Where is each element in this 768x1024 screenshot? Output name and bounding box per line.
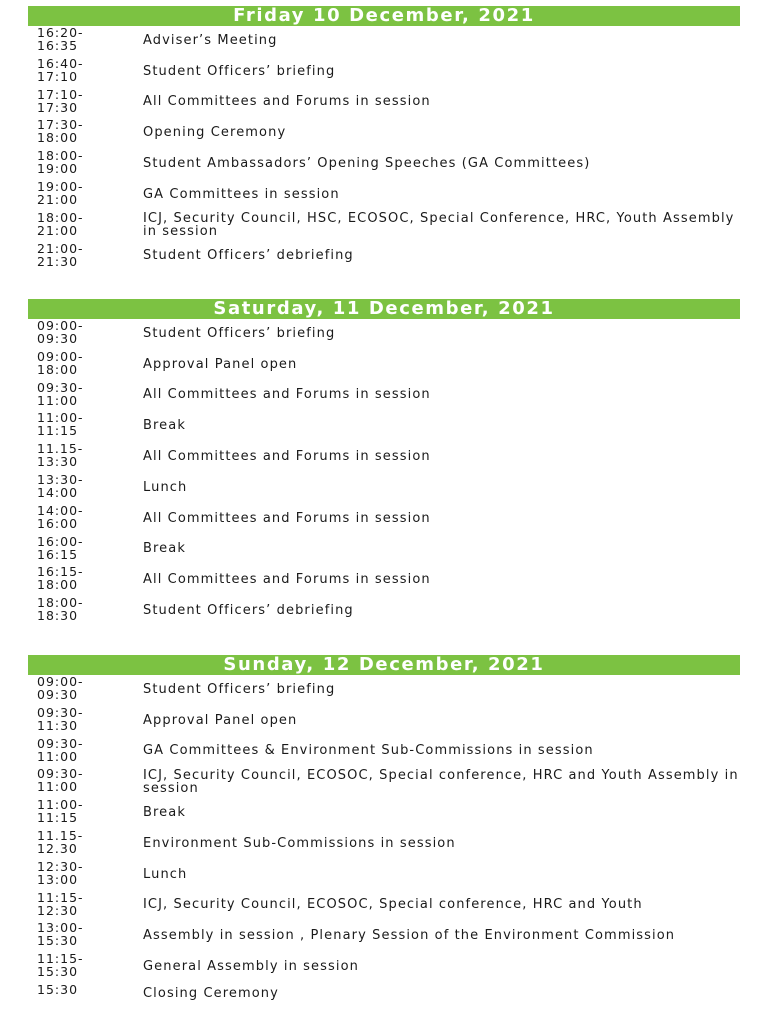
time-range — [37, 504, 127, 530]
end-time: 11:00 — [37, 779, 79, 795]
start-time: 11:15- — [37, 889, 84, 905]
schedule-row — [0, 705, 768, 736]
time-range — [37, 473, 127, 499]
schedule-row — [0, 920, 768, 951]
start-time: 09:30- — [37, 379, 84, 395]
time-range — [37, 381, 127, 407]
end-time: 12.30 — [37, 840, 78, 856]
activity: Adviser’s Meeting — [143, 32, 278, 48]
end-time: 16:15 — [37, 546, 79, 562]
start-time: 17:30- — [37, 117, 84, 133]
time-range — [37, 442, 127, 468]
activity: All Committees and Forums in session — [143, 510, 431, 526]
schedule-row — [0, 117, 768, 148]
activity: ICJ, Security Council, ECOSOC, Special conference, HRC and Youth Assembly in session — [143, 767, 739, 796]
end-time: 18:00 — [37, 130, 79, 146]
end-time: 15:30 — [37, 933, 79, 949]
end-time: 16:35 — [37, 38, 79, 53]
start-time: 09:30- — [37, 766, 84, 782]
time-range — [37, 798, 127, 824]
time-range — [37, 319, 127, 345]
start-time: 09:00- — [37, 348, 84, 364]
start-time: 09:00- — [37, 674, 84, 689]
schedule-row — [0, 797, 768, 828]
start-time: 11.15- — [37, 441, 84, 457]
schedule-row — [0, 859, 768, 890]
activity: GA Committees & Environment Sub-Commissions in session — [143, 743, 594, 759]
end-time: 14:00 — [37, 484, 79, 500]
schedule-row — [0, 349, 768, 380]
schedule-list — [0, 674, 768, 1006]
end-time: 09:30 — [37, 687, 79, 702]
time-range — [37, 737, 127, 763]
start-time: 14:00- — [37, 502, 84, 518]
time-range — [37, 675, 127, 701]
start-time: 17:10- — [37, 86, 84, 102]
time-range — [37, 26, 127, 52]
schedule-row — [0, 241, 768, 272]
start-time: 11:00- — [37, 410, 84, 426]
start-time: 18:00- — [37, 148, 84, 164]
time-range — [37, 149, 127, 175]
time-range — [37, 921, 127, 947]
schedule-row — [0, 25, 768, 56]
schedule-list — [0, 25, 768, 271]
time-range — [37, 118, 127, 144]
start-time: 18:00- — [37, 209, 84, 225]
schedule-row — [0, 318, 768, 349]
activity: Student Officers’ debriefing — [143, 248, 354, 264]
end-time: 11:15 — [37, 423, 79, 439]
activity: Break — [143, 418, 186, 434]
end-time: 21:00 — [37, 222, 79, 238]
end-time: 13:30 — [37, 454, 79, 470]
schedule-row — [0, 87, 768, 118]
end-time: 21:30 — [37, 253, 79, 269]
end-time: 11:00 — [37, 392, 79, 408]
time-range — [37, 952, 127, 978]
time-range — [37, 565, 127, 591]
start-time: 16:40- — [37, 55, 84, 71]
start-time: 16:15- — [37, 564, 84, 580]
schedule-row — [0, 736, 768, 767]
schedule-row — [0, 503, 768, 534]
schedule-row — [0, 951, 768, 982]
schedule-row — [0, 595, 768, 626]
end-time: 16:00 — [37, 515, 79, 531]
schedule-row — [0, 890, 768, 921]
time-range — [37, 180, 127, 206]
end-time: 18:00 — [37, 577, 79, 593]
start-time: 19:00- — [37, 178, 84, 194]
start-time: 11:00- — [37, 797, 84, 813]
activity: Environment Sub-Commissions in session — [143, 835, 456, 851]
day-header: Saturday, 11 December, 2021 — [28, 299, 740, 319]
end-time: 09:30 — [37, 331, 79, 346]
schedule-row — [0, 674, 768, 705]
start-time: 11:15- — [37, 951, 84, 967]
start-time: 16:20- — [37, 25, 84, 40]
end-time: 21:00 — [37, 191, 79, 207]
time-range — [37, 860, 127, 886]
schedule-row — [0, 564, 768, 595]
activity: Opening Ceremony — [143, 125, 287, 141]
schedule-row — [0, 56, 768, 87]
activity: Student Ambassadors’ Opening Speeches (GA Committees) — [143, 156, 591, 172]
start-time: 18:00- — [37, 595, 84, 611]
schedule-row — [0, 828, 768, 859]
end-time: 19:00 — [37, 161, 79, 177]
activity: Break — [143, 805, 186, 821]
end-time: 12:30 — [37, 902, 79, 918]
day-header: Sunday, 12 December, 2021 — [28, 655, 740, 675]
activity: Assembly in session , Plenary Session of the Environment Commission — [143, 928, 676, 944]
end-time: 17:10 — [37, 68, 79, 84]
time-range — [37, 350, 127, 376]
activity: GA Committees in session — [143, 186, 340, 202]
time-range — [37, 411, 127, 437]
end-time: 13:00 — [37, 871, 79, 887]
day-header: Friday 10 December, 2021 — [28, 6, 740, 26]
schedule-row — [0, 179, 768, 210]
activity: Student Officers’ debriefing — [143, 603, 354, 619]
activity: General Assembly in session — [143, 959, 359, 975]
activity: Student Officers’ briefing — [143, 681, 336, 697]
activity: Closing Ceremony — [143, 986, 279, 1002]
time-range — [37, 242, 127, 268]
time-range — [37, 829, 127, 855]
activity: Approval Panel open — [143, 356, 298, 372]
start-time: 13:00- — [37, 920, 84, 936]
start-time: 09:00- — [37, 318, 84, 333]
end-time: 11:30 — [37, 717, 79, 733]
start-time: 09:30- — [37, 735, 84, 751]
time-range — [37, 767, 127, 793]
activity: ICJ, Security Council, HSC, ECOSOC, Special Conference, HRC, Youth Assembly in session — [143, 211, 735, 240]
schedule-row — [0, 410, 768, 441]
schedule-row — [0, 534, 768, 565]
activity: All Committees and Forums in session — [143, 572, 431, 588]
end-time: 17:30 — [37, 99, 79, 115]
schedule-row — [0, 982, 768, 1006]
end-time: 11:15 — [37, 810, 79, 826]
schedule-list — [0, 318, 768, 626]
activity: Lunch — [143, 479, 188, 495]
activity: All Committees and Forums in session — [143, 449, 431, 465]
activity: Student Officers’ briefing — [143, 325, 336, 341]
end-time: 11:00 — [37, 748, 79, 764]
time-range — [37, 57, 127, 83]
schedule-row — [0, 766, 768, 797]
schedule-row — [0, 380, 768, 411]
schedule-row — [0, 210, 768, 241]
schedule-row — [0, 441, 768, 472]
activity: Approval Panel open — [143, 712, 298, 728]
activity: ICJ, Security Council, ECOSOC, Special conference, HRC and Youth — [143, 897, 643, 913]
activity: All Committees and Forums in session — [143, 94, 431, 110]
end-time: 18:30 — [37, 608, 79, 624]
activity: Student Officers’ briefing — [143, 63, 336, 79]
time-range — [37, 706, 127, 732]
time-range — [37, 211, 127, 237]
schedule-row — [0, 148, 768, 179]
time-range — [37, 596, 127, 622]
start-time: 15:30 — [37, 981, 79, 997]
start-time: 13:30- — [37, 471, 84, 487]
time-range — [37, 535, 127, 561]
activity: Lunch — [143, 866, 188, 882]
start-time: 09:30- — [37, 704, 84, 720]
activity: All Committees and Forums in session — [143, 387, 431, 403]
start-time: 11.15- — [37, 827, 84, 843]
end-time: 18:00 — [37, 361, 79, 377]
start-time: 12:30- — [37, 858, 84, 874]
schedule-row — [0, 472, 768, 503]
start-time: 16:00- — [37, 533, 84, 549]
start-time: 21:00- — [37, 240, 84, 256]
time-range — [37, 88, 127, 114]
time-range — [37, 983, 127, 996]
activity: Break — [143, 541, 186, 557]
time-range — [37, 891, 127, 917]
end-time: 15:30 — [37, 964, 79, 980]
